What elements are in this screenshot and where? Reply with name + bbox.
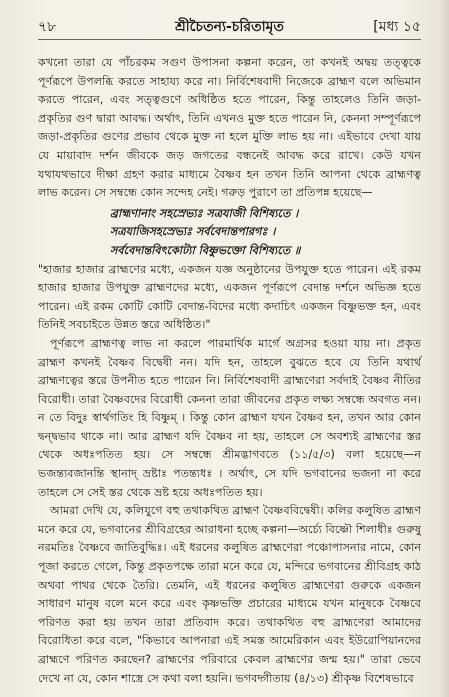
page-header: [38, 0, 421, 40]
chapter-label: [মধ্য ১৫: [373, 19, 421, 35]
running-title: শ্রীচৈতন্য-চরিতামৃত: [175, 19, 284, 35]
paragraph-2: পূর্ণরূপে ব্রাহ্মণত্ব লাভ না করলে পারমার্থিক মার্গে অগ্রসর হওয়া যায় না। প্রকৃত ব্রাহ্মণ কখনই বৈষ্ণব বিদ্বেষী নন। যদি হন, তাহলে বুঝতে হবে যে তিনি যথার্থ ব্রাহ্মণত্বের স্তরে উপনীত হতে পারেন নি। নির্বিশেষবাদী ব্রাহ্মণেরা সর্বদাই বৈষ্ণব নীতির বিরোধী। তারা বৈষ্ণবদের বিরোধী কেননা তারা জীবনের প্রকৃত লক্ষ্য সম্বন্ধে অবগত নন। ন তে বিদুঃ স্বার্থগতিং হি বিষ্ণুম্ । কিন্তু কোন ব্রাহ্মণ যখন বৈষ্ণব হন, তখন আর কোন দ্বন্দ্বভাব থাকে না। আর ব্রাহ্মণ যদি বৈষ্ণব না হয়, তাহলে সে অবশ্যই ব্রাহ্মণের স্তর থেকে অধঃপতিত হয়। সে সম্বন্ধে শ্রীমদ্ভাগবতে (১১/৫/৩) বলা হয়েছে—ন ভজন্ত্যবজানন্তি স্থানাদ্ ভ্রষ্টাঃ পতন্ত্যধঃ । অর্থাৎ, সে যদি ভগবানের ভজনা না করে তাহলে সে সেই স্তর থেকে ভ্রষ্ট হয়ে অধঃপতিত হয়।: [38, 336, 421, 499]
sanskrit-verse: [110, 205, 421, 261]
verse-line-2: সত্রযাজিসহস্রেভ্যঃ সর্ববেদান্তপারগঃ ।: [110, 225, 276, 239]
paragraph-3: আমরা দেখি যে, কলিযুগে বহু তথাকথিত ব্রাহ্মণ বৈষ্ণববিদ্বেষী। কলির কলুষিত ব্রাহ্মণ মনে করে যে, ভগবানের শ্রীবিগ্রহের আরাধনা হচ্ছে কল্পনা—অর্চ্যে বিষ্ণৌ শিলাধীঃ গুরুষু নরমতিঃ বৈষ্ণবে জাতিবুদ্ধিঃ। এই ধরনের কলুষিত ব্রাহ্মণেরা পঞ্চোপাসনার নামে, কোন পূজা করতে গেলে, কিন্তু প্রকৃতপক্ষে তারা মনে করে যে, মন্দিরে ভগবানের শ্রীবিগ্রহ কাঠ অথবা পাথর থেকে তৈরি। তেমনি, এই ধরনের কলুষিত ব্রাহ্মণেরা গুরুকে একজন সাধারণ মানুষ বলে মনে করে এবং কৃষ্ণভক্তি প্রচারের মাধ্যমে যখন মানুষকে বৈষ্ণবে পরিণত করা হয় তখন তারা প্রতিবাদ করে। তথাকথিত বহু ব্রাহ্মণেরা আমাদের বিরোধিতা করে বলে, "কিভাবে আপনারা এই সমস্ত আমেরিকান এবং ইউরোপিয়ানদের ব্রাহ্মণে পরিণত করছেন? ব্রাহ্মণের পরিবারে কেবল ব্রাহ্মণের জন্ম হয়।" তারা ভেবে দেখে না যে, কোন শাস্ত্রে সে কথা বলা হয়নি। ভগবদ্গীতায় (৪/১৩) শ্রীকৃষ্ণ বিশেষভাবে: [38, 504, 421, 685]
verse-line-1: ব্রাহ্মণানাং সহস্রেভ্যঃ সত্রযাজী বিশিষ্যতে ।: [110, 206, 299, 220]
page-edge-shadow: [439, 0, 449, 697]
translation-paragraph: "হাজার হাজার ব্রাহ্মণের মধ্যে, একজন যজ্ঞ অনুষ্ঠানের উপযুক্ত হতে পারেন। এই রকম হাজার হাজার উপযুক্ত ব্রাহ্মণদের মধ্যে, একজন পূর্ণরূপে বেদান্ত দর্শনে অভিজ্ঞ হতে পারেন। এই রকম কোটি কোটি বেদান্ত-বিদের মধ্যে কদাচিৎ একজন বিষ্ণুভক্ত হন, এবং তিনিই সবচাইতে উন্নত স্তরে অধিষ্ঠিত।": [38, 262, 421, 332]
page-number: ৭৮: [38, 19, 57, 35]
page-content: [38, 40, 421, 688]
paragraph-1: কখনো তারা যে পাঁচরকম সগুণ উপাসনা কল্পনা করেন, তা কখনই অদ্বয় তত্ত্বকে পূর্ণরূপে উপলব্ধি করতে সাহায্য করে না। নির্বিশেষবাদী নিজেকে ব্রাহ্মণ বলে অভিমান করতে পারেন, এবং সত্ত্বগুণে অধিষ্ঠিত হতে পারেন, কিন্তু তাহলেও তিনি জড়া-প্রকৃতির গুণ দ্বারা আবদ্ধ। অর্থাৎ, তিনি এখনও মুক্ত হতে পারেন নি, কেননা সম্পূর্ণরূপে জড়া-প্রকৃতির গুণের প্রভাব থেকে মুক্ত না হলে মুক্তি লাভ হয় না। এইভাবে দেখা যায় যে মায়াবাদ দর্শন জীবকে জড় জগতের বন্ধনেই আবদ্ধ করে রাখে। কেউ যখন যথাযথভাবে দীক্ষা গ্রহণ করার মাধ্যমে বৈষ্ণব হন তখন তিনি আপনা থেকে ব্রাহ্মণত্ব লাভ করেন। সে সম্বন্ধে কোন সন্দেহ নেই। গরুড় পুরাণে তা প্রতিপন্ন হয়েছে—: [38, 56, 421, 200]
verse-line-3: সর্ববেদান্তবিৎকোট্যা বিষ্ণুভক্তো বিশিষ্যতে ॥: [110, 243, 301, 257]
